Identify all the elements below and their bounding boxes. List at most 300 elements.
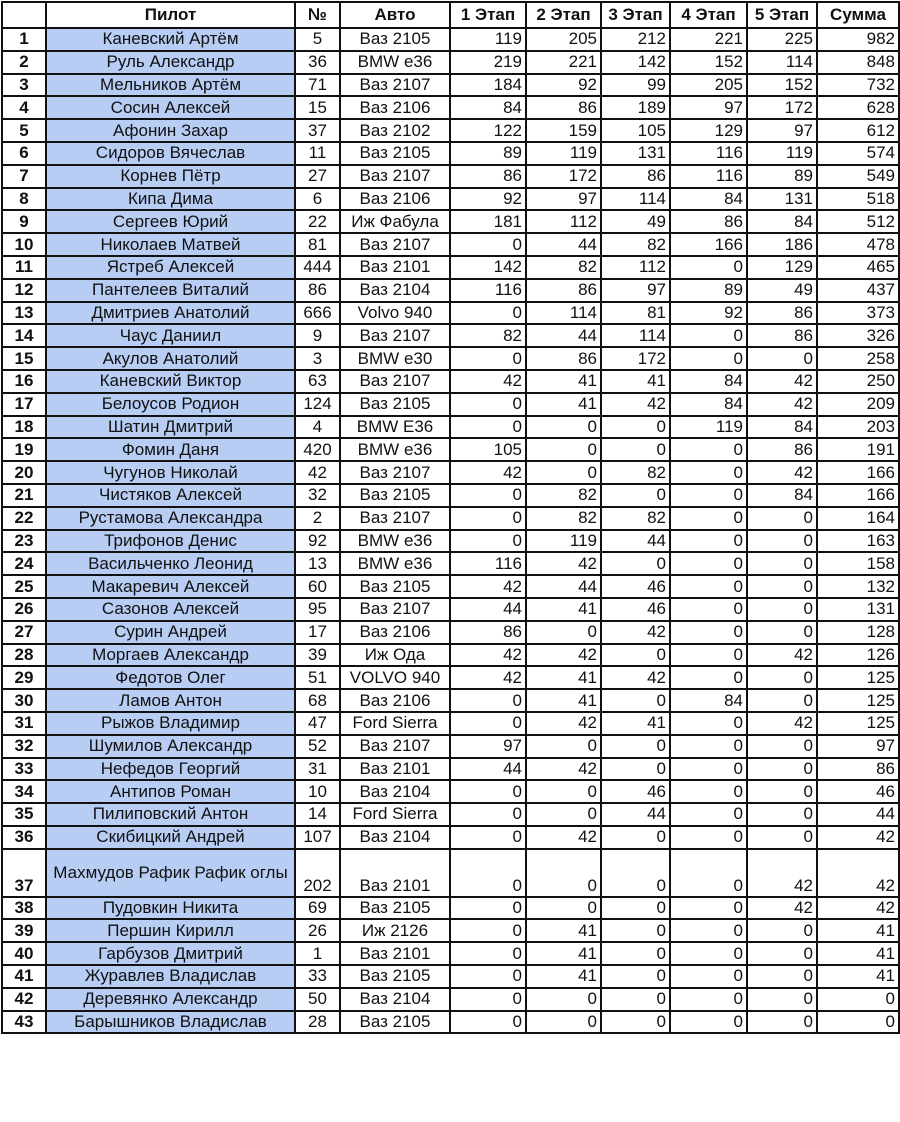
stage-1-cell: 219: [450, 51, 526, 74]
stage-4-cell: 119: [670, 416, 747, 439]
place-cell: 3: [2, 74, 46, 97]
place-cell: 36: [2, 826, 46, 849]
stage-1-cell: 0: [450, 780, 526, 803]
stage-5-cell: 172: [747, 96, 817, 119]
place-cell: 38: [2, 897, 46, 920]
pilot-cell: Першин Кирилл: [46, 919, 295, 942]
table-row: [2, 644, 899, 667]
stage-4-cell: 0: [670, 965, 747, 988]
pilot-cell: Каневский Виктор: [46, 370, 295, 393]
table-row: [2, 416, 899, 439]
car-cell: Ваз 2102: [340, 119, 450, 142]
car-cell: Ваз 2106: [340, 689, 450, 712]
stage-5-cell: 0: [747, 1011, 817, 1034]
stage-2-cell: 42: [526, 712, 601, 735]
stage-2-cell: 0: [526, 461, 601, 484]
car-number-cell: 47: [295, 712, 340, 735]
stage-4-cell: 0: [670, 347, 747, 370]
stage-2-cell: 44: [526, 233, 601, 256]
stage-4-cell: 152: [670, 51, 747, 74]
stage-4-cell: 0: [670, 575, 747, 598]
table-row: [2, 735, 899, 758]
place-cell: 19: [2, 438, 46, 461]
stage-5-cell: 0: [747, 919, 817, 942]
stage-5-cell: 0: [747, 988, 817, 1011]
stage-2-cell: 0: [526, 621, 601, 644]
stage-5-cell: 84: [747, 416, 817, 439]
pilot-cell: Барышников Владислав: [46, 1011, 295, 1034]
table-row: [2, 552, 899, 575]
stage-5-cell: 84: [747, 210, 817, 233]
stage-1-cell: 119: [450, 28, 526, 51]
car-cell: Ваз 2107: [340, 165, 450, 188]
stage-1-cell: 42: [450, 370, 526, 393]
table-row: [2, 758, 899, 781]
stage-3-cell: 82: [601, 233, 670, 256]
pilot-cell: Ястреб Алексей: [46, 256, 295, 279]
car-number-cell: 202: [295, 849, 340, 897]
header-index: [2, 2, 46, 28]
car-number-cell: 17: [295, 621, 340, 644]
stage-4-cell: 0: [670, 919, 747, 942]
stage-3-cell: 172: [601, 347, 670, 370]
pilot-cell: Дмитриев Анатолий: [46, 302, 295, 325]
pilot-cell: Скибицкий Андрей: [46, 826, 295, 849]
stage-2-cell: 92: [526, 74, 601, 97]
total-cell: 86: [817, 758, 899, 781]
table-row: [2, 1011, 899, 1034]
table-row: [2, 598, 899, 621]
stage-4-cell: 0: [670, 621, 747, 644]
header-stage-5: 5 Этап: [747, 2, 817, 28]
stage-3-cell: 49: [601, 210, 670, 233]
stage-1-cell: 0: [450, 988, 526, 1011]
car-number-cell: 32: [295, 484, 340, 507]
stage-1-cell: 86: [450, 621, 526, 644]
car-number-cell: 3: [295, 347, 340, 370]
stage-5-cell: 0: [747, 530, 817, 553]
car-cell: BMW E36: [340, 416, 450, 439]
place-cell: 20: [2, 461, 46, 484]
header-car: Авто: [340, 2, 450, 28]
car-number-cell: 81: [295, 233, 340, 256]
stage-1-cell: 116: [450, 279, 526, 302]
stage-2-cell: 172: [526, 165, 601, 188]
total-cell: 326: [817, 324, 899, 347]
pilot-cell: Гарбузов Дмитрий: [46, 942, 295, 965]
car-cell: Ваз 2106: [340, 188, 450, 211]
car-cell: BMW e36: [340, 552, 450, 575]
stage-4-cell: 0: [670, 1011, 747, 1034]
pilot-cell: Чугунов Николай: [46, 461, 295, 484]
stage-5-cell: 0: [747, 621, 817, 644]
stage-3-cell: 41: [601, 370, 670, 393]
place-cell: 21: [2, 484, 46, 507]
car-number-cell: 1: [295, 942, 340, 965]
car-cell: Ваз 2101: [340, 942, 450, 965]
stage-3-cell: 105: [601, 119, 670, 142]
stage-3-cell: 46: [601, 598, 670, 621]
car-number-cell: 60: [295, 575, 340, 598]
stage-1-cell: 42: [450, 644, 526, 667]
place-cell: 11: [2, 256, 46, 279]
place-cell: 8: [2, 188, 46, 211]
header-stage-3: 3 Этап: [601, 2, 670, 28]
stage-2-cell: 0: [526, 849, 601, 897]
pilot-cell: Рыжов Владимир: [46, 712, 295, 735]
table-row: [2, 530, 899, 553]
stage-5-cell: 225: [747, 28, 817, 51]
stage-3-cell: 86: [601, 165, 670, 188]
stage-1-cell: 0: [450, 803, 526, 826]
stage-5-cell: 42: [747, 644, 817, 667]
stage-3-cell: 212: [601, 28, 670, 51]
stage-1-cell: 181: [450, 210, 526, 233]
stage-1-cell: 42: [450, 666, 526, 689]
pilot-cell: Чистяков Алексей: [46, 484, 295, 507]
car-cell: Ford Sierra: [340, 712, 450, 735]
stage-5-cell: 0: [747, 347, 817, 370]
table-row: [2, 210, 899, 233]
car-number-cell: 4: [295, 416, 340, 439]
pilot-cell: Журавлев Владислав: [46, 965, 295, 988]
pilot-cell: Сосин Алексей: [46, 96, 295, 119]
stage-2-cell: 82: [526, 484, 601, 507]
stage-1-cell: 0: [450, 965, 526, 988]
stage-2-cell: 0: [526, 416, 601, 439]
car-cell: Ваз 2107: [340, 233, 450, 256]
pilot-cell: Руль Александр: [46, 51, 295, 74]
car-cell: Ваз 2105: [340, 575, 450, 598]
place-cell: 1: [2, 28, 46, 51]
place-cell: 4: [2, 96, 46, 119]
table-row: [2, 780, 899, 803]
stage-3-cell: 0: [601, 942, 670, 965]
car-cell: Ваз 2107: [340, 370, 450, 393]
stage-4-cell: 0: [670, 758, 747, 781]
header-number: №: [295, 2, 340, 28]
stage-3-cell: 0: [601, 689, 670, 712]
table-row: [2, 96, 899, 119]
stage-4-cell: 89: [670, 279, 747, 302]
car-number-cell: 95: [295, 598, 340, 621]
place-cell: 18: [2, 416, 46, 439]
car-number-cell: 444: [295, 256, 340, 279]
total-cell: 612: [817, 119, 899, 142]
car-number-cell: 68: [295, 689, 340, 712]
stage-5-cell: 86: [747, 324, 817, 347]
pilot-cell: Моргаев Александр: [46, 644, 295, 667]
header-stage-4: 4 Этап: [670, 2, 747, 28]
header-stage-2: 2 Этап: [526, 2, 601, 28]
place-cell: 13: [2, 302, 46, 325]
car-cell: Иж Фабула: [340, 210, 450, 233]
total-cell: 42: [817, 897, 899, 920]
car-cell: Ваз 2107: [340, 507, 450, 530]
stage-2-cell: 42: [526, 644, 601, 667]
place-cell: 29: [2, 666, 46, 689]
header-total: Сумма: [817, 2, 899, 28]
total-cell: 166: [817, 461, 899, 484]
stage-4-cell: 0: [670, 507, 747, 530]
stage-5-cell: 42: [747, 897, 817, 920]
stage-2-cell: 41: [526, 393, 601, 416]
car-cell: Volvo 940: [340, 302, 450, 325]
total-cell: 512: [817, 210, 899, 233]
stage-3-cell: 81: [601, 302, 670, 325]
table-row: [2, 324, 899, 347]
stage-5-cell: 0: [747, 803, 817, 826]
car-cell: Ваз 2105: [340, 28, 450, 51]
stage-5-cell: 42: [747, 393, 817, 416]
place-cell: 28: [2, 644, 46, 667]
car-cell: Ваз 2107: [340, 74, 450, 97]
table-row: [2, 826, 899, 849]
stage-5-cell: 0: [747, 826, 817, 849]
total-cell: 732: [817, 74, 899, 97]
total-cell: 158: [817, 552, 899, 575]
total-cell: 166: [817, 484, 899, 507]
stage-4-cell: 0: [670, 735, 747, 758]
stage-1-cell: 0: [450, 233, 526, 256]
stage-1-cell: 0: [450, 484, 526, 507]
stage-2-cell: 97: [526, 188, 601, 211]
stage-2-cell: 41: [526, 689, 601, 712]
car-number-cell: 11: [295, 142, 340, 165]
stage-3-cell: 0: [601, 416, 670, 439]
car-number-cell: 71: [295, 74, 340, 97]
car-cell: Ваз 2101: [340, 849, 450, 897]
stage-2-cell: 41: [526, 370, 601, 393]
stage-1-cell: 116: [450, 552, 526, 575]
stage-3-cell: 0: [601, 849, 670, 897]
pilot-cell: Рустамова Александра: [46, 507, 295, 530]
table-row: [2, 51, 899, 74]
stage-3-cell: 42: [601, 621, 670, 644]
stage-4-cell: 0: [670, 780, 747, 803]
total-cell: 478: [817, 233, 899, 256]
pilot-cell: Каневский Артём: [46, 28, 295, 51]
total-cell: 46: [817, 780, 899, 803]
car-cell: Ваз 2101: [340, 758, 450, 781]
place-cell: 14: [2, 324, 46, 347]
stage-3-cell: 42: [601, 666, 670, 689]
stage-3-cell: 0: [601, 826, 670, 849]
pilot-cell: Сидоров Вячеслав: [46, 142, 295, 165]
stage-5-cell: 97: [747, 119, 817, 142]
stage-1-cell: 184: [450, 74, 526, 97]
stage-3-cell: 0: [601, 1011, 670, 1034]
car-cell: Ваз 2105: [340, 393, 450, 416]
stage-5-cell: 0: [747, 735, 817, 758]
car-number-cell: 15: [295, 96, 340, 119]
car-number-cell: 39: [295, 644, 340, 667]
place-cell: 12: [2, 279, 46, 302]
stage-5-cell: 0: [747, 965, 817, 988]
total-cell: 44: [817, 803, 899, 826]
stage-1-cell: 0: [450, 1011, 526, 1034]
stage-2-cell: 0: [526, 897, 601, 920]
table-row: [2, 484, 899, 507]
stage-4-cell: 0: [670, 712, 747, 735]
place-cell: 35: [2, 803, 46, 826]
table-row: [2, 942, 899, 965]
pilot-cell: Николаев Матвей: [46, 233, 295, 256]
stage-2-cell: 41: [526, 965, 601, 988]
stage-5-cell: 42: [747, 849, 817, 897]
place-cell: 23: [2, 530, 46, 553]
stage-4-cell: 205: [670, 74, 747, 97]
table-row: [2, 621, 899, 644]
total-cell: 191: [817, 438, 899, 461]
car-number-cell: 420: [295, 438, 340, 461]
stage-5-cell: 0: [747, 552, 817, 575]
total-cell: 465: [817, 256, 899, 279]
stage-3-cell: 97: [601, 279, 670, 302]
place-cell: 34: [2, 780, 46, 803]
table-row: [2, 393, 899, 416]
stage-4-cell: 86: [670, 210, 747, 233]
stage-2-cell: 82: [526, 507, 601, 530]
stage-5-cell: 0: [747, 598, 817, 621]
stage-3-cell: 82: [601, 461, 670, 484]
stage-4-cell: 92: [670, 302, 747, 325]
stage-1-cell: 0: [450, 712, 526, 735]
stage-2-cell: 41: [526, 598, 601, 621]
car-cell: Ваз 2107: [340, 461, 450, 484]
pilot-cell: Антипов Роман: [46, 780, 295, 803]
stage-1-cell: 0: [450, 897, 526, 920]
table-row: [2, 347, 899, 370]
stage-4-cell: 0: [670, 438, 747, 461]
car-number-cell: 13: [295, 552, 340, 575]
car-number-cell: 28: [295, 1011, 340, 1034]
car-number-cell: 31: [295, 758, 340, 781]
car-number-cell: 14: [295, 803, 340, 826]
stage-3-cell: 0: [601, 897, 670, 920]
table-row: [2, 165, 899, 188]
car-number-cell: 22: [295, 210, 340, 233]
stage-5-cell: 131: [747, 188, 817, 211]
total-cell: 132: [817, 575, 899, 598]
stage-4-cell: 0: [670, 942, 747, 965]
table-row: [2, 142, 899, 165]
place-cell: 24: [2, 552, 46, 575]
total-cell: 42: [817, 849, 899, 897]
stage-4-cell: 84: [670, 188, 747, 211]
car-number-cell: 69: [295, 897, 340, 920]
total-cell: 628: [817, 96, 899, 119]
stage-2-cell: 41: [526, 666, 601, 689]
header-stage-1: 1 Этап: [450, 2, 526, 28]
table-row: [2, 302, 899, 325]
stage-2-cell: 0: [526, 780, 601, 803]
stage-1-cell: 0: [450, 849, 526, 897]
pilot-cell: Васильченко Леонид: [46, 552, 295, 575]
stage-5-cell: 42: [747, 370, 817, 393]
place-cell: 42: [2, 988, 46, 1011]
stage-5-cell: 0: [747, 758, 817, 781]
stage-1-cell: 105: [450, 438, 526, 461]
car-cell: Ваз 2104: [340, 780, 450, 803]
stage-1-cell: 0: [450, 393, 526, 416]
total-cell: 41: [817, 942, 899, 965]
stage-3-cell: 114: [601, 188, 670, 211]
place-cell: 6: [2, 142, 46, 165]
stage-5-cell: 152: [747, 74, 817, 97]
stage-3-cell: 99: [601, 74, 670, 97]
stage-3-cell: 112: [601, 256, 670, 279]
header-pilot: Пилот: [46, 2, 295, 28]
car-number-cell: 9: [295, 324, 340, 347]
total-cell: 41: [817, 919, 899, 942]
place-cell: 25: [2, 575, 46, 598]
place-cell: 26: [2, 598, 46, 621]
stage-2-cell: 119: [526, 530, 601, 553]
stage-2-cell: 42: [526, 758, 601, 781]
stage-5-cell: 0: [747, 689, 817, 712]
pilot-cell: Пантелеев Виталий: [46, 279, 295, 302]
total-cell: 164: [817, 507, 899, 530]
car-number-cell: 42: [295, 461, 340, 484]
stage-3-cell: 0: [601, 644, 670, 667]
stage-5-cell: 0: [747, 666, 817, 689]
stage-2-cell: 0: [526, 1011, 601, 1034]
total-cell: 209: [817, 393, 899, 416]
pilot-cell: Мельников Артём: [46, 74, 295, 97]
stage-4-cell: 0: [670, 803, 747, 826]
stage-1-cell: 84: [450, 96, 526, 119]
total-cell: 0: [817, 1011, 899, 1034]
stage-5-cell: 0: [747, 507, 817, 530]
place-cell: 15: [2, 347, 46, 370]
place-cell: 30: [2, 689, 46, 712]
table-row: [2, 74, 899, 97]
pilot-cell: Сурин Андрей: [46, 621, 295, 644]
pilot-cell: Нефедов Георгий: [46, 758, 295, 781]
car-number-cell: 10: [295, 780, 340, 803]
total-cell: 41: [817, 965, 899, 988]
car-number-cell: 36: [295, 51, 340, 74]
stage-2-cell: 119: [526, 142, 601, 165]
stage-2-cell: 112: [526, 210, 601, 233]
stage-4-cell: 221: [670, 28, 747, 51]
stage-2-cell: 42: [526, 826, 601, 849]
stage-2-cell: 0: [526, 988, 601, 1011]
total-cell: 125: [817, 666, 899, 689]
stage-2-cell: 44: [526, 324, 601, 347]
stage-3-cell: 44: [601, 530, 670, 553]
car-number-cell: 86: [295, 279, 340, 302]
pilot-cell: Кипа Дима: [46, 188, 295, 211]
stage-2-cell: 205: [526, 28, 601, 51]
car-cell: Иж Ода: [340, 644, 450, 667]
pilot-cell: Чаус Даниил: [46, 324, 295, 347]
car-number-cell: 52: [295, 735, 340, 758]
stage-3-cell: 46: [601, 780, 670, 803]
stage-4-cell: 0: [670, 598, 747, 621]
pilot-cell: Федотов Олег: [46, 666, 295, 689]
stage-4-cell: 0: [670, 461, 747, 484]
place-cell: 16: [2, 370, 46, 393]
stage-3-cell: 0: [601, 438, 670, 461]
stage-5-cell: 49: [747, 279, 817, 302]
place-cell: 10: [2, 233, 46, 256]
car-cell: VOLVO 940: [340, 666, 450, 689]
stage-3-cell: 0: [601, 484, 670, 507]
total-cell: 574: [817, 142, 899, 165]
stage-3-cell: 189: [601, 96, 670, 119]
